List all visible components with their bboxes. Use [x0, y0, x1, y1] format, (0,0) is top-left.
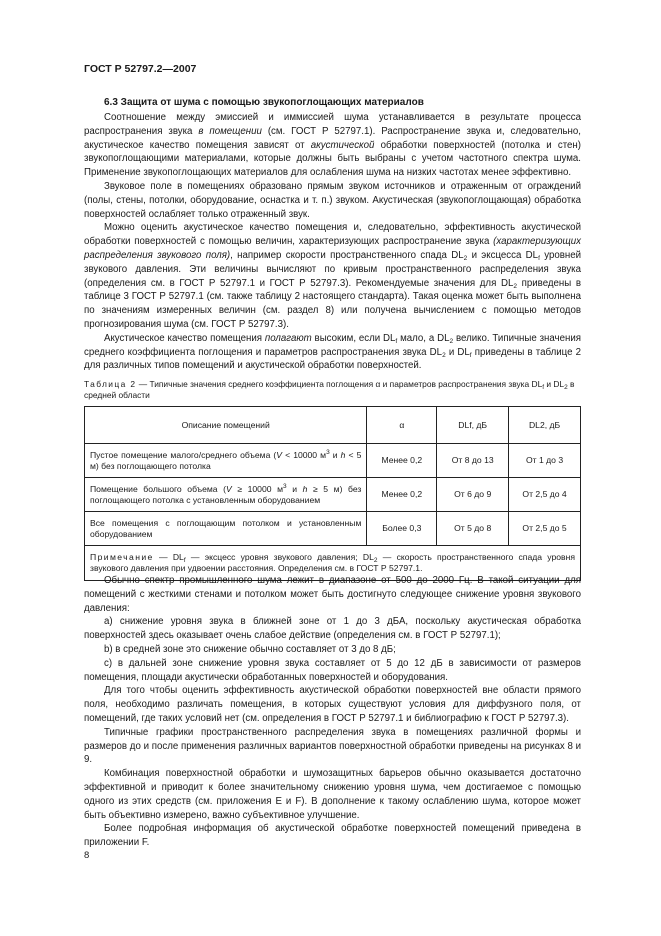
paragraph: Акустическое качество помещения полагают высоким, если $DL_f$ мало, а $DL_2$ велико. Типичные значения среднего коэффициента поглощения и параметров распространения звука $DL_2$ и $DL_f$ приведены в таблице 2 для различных типов помещений и акустической обработки поверхностей.: [84, 332, 581, 372]
table-cell-alpha: Менее 0,2: [367, 444, 437, 478]
paragraph: Соотношение между эмиссией и иммиссией шума устанавливается в результате процесса распространения звука в помещении (см. ГОСТ Р 52797.1). Распространение звука и, следовательно, акустическое качество помещения зависят от акустической обработки поверхностей (потолка и стен) звукопоглощающими материалами, которые должны быть выбраны с учетом частотного спектра шума. Применение звукопоглощающих материалов для ослабления шума на низких частотах менее эффективно.: [84, 112, 581, 179]
paragraph: Можно оценить акустическое качество помещения и, следовательно, эффективность акустической обработки поверхностей с помощью величин, характеризующих распространение звука (характеризующих распределения звукового поля), например скорости пространственного спада $DL_2$ и эксцесса $DL_f$ уровней звукового давления. Эти величины вычисляют по кривым пространственного распределения звука (определения см. в ГОСТ Р 52797.1 и ГОСТ Р 52797.3). Рекомендуемые значения для $DL_2$ приведены в таблице 3 ГОСТ Р 52797.1 (см. также таблицу 2 настоящего стандарта). Такая оценка может быть выполнена по значениям измеренных величин (см. раздел 8) или получена вычислением с помощью методов прогнозирования шума (см. ГОСТ Р 52797.3).: [84, 222, 582, 330]
table-cell-description: Все помещения с поглощающим потолком и установленным оборудованием: [85, 512, 367, 546]
table-caption: Таблица 2 — Типичные значения среднего коэффициента поглощения α и параметров распространения звука $DL_f$ и $DL_2$ в средней области: [84, 379, 575, 400]
paragraph: Типичные графики пространственного распределения звука в помещениях различной формы и размеров до и после применения различных вариантов поверхностной обработки приведены на рисунках 8 и 9.: [84, 726, 581, 766]
document-header: ГОСТ Р 52797.2—2007: [84, 63, 197, 75]
table-cell-dl2: От 2,5 до 4: [509, 478, 581, 512]
body-text-upper: [84, 111, 581, 373]
table-cell-description: Помещение большого объема (V ≥ 10000 $м^3$ и h ≥ 5 м) без поглощающего потолка с установленным оборудованием: [85, 478, 367, 512]
table-header-cell: DLf, дБ: [437, 407, 509, 444]
table-row: [85, 444, 581, 478]
table-cell-alpha: Менее 0,2: [367, 478, 437, 512]
paragraph: Более подробная информация об акустической обработке поверхностей помещений приведена в приложении F.: [84, 823, 581, 849]
paragraph: Для того чтобы оценить эффективность акустической обработки поверхностей вне области прямого поля, необходимо различать помещения, в которых существуют условия для диффузного поля, от помещений, где таких условий нет (см. определения в ГОСТ Р 52797.1 и библиографию к ГОСТ Р 52797.3).: [84, 685, 581, 724]
table-cell-description: Пустое помещение малого/среднего объема (V < 10000 $м^3$ и h < 5 м) без поглощающего потолка: [85, 444, 367, 478]
absorption-table: [84, 406, 581, 581]
table-cell-dlf: От 8 до 13: [437, 444, 509, 478]
table-note: Примечание — $DL_f$ — эксцесс уровня звукового давления; $DL_2$ — скорость пространственного спада уровня звукового давления при удвоении расстояния. Определения см. в ГОСТ Р 52797.1.: [85, 546, 581, 581]
list-item: b) в средней зоне это снижение обычно составляет от 3 до 8 дБ;: [104, 643, 396, 655]
paragraph: Звуковое поле в помещениях образовано прямым звуком источников и отраженным от ограждений (полы, стены, потолки, оборудование, оснастка и т. п.) звуком. Акустическая (звукопоглощающая) обработка поверхностей ослабляет только отраженный звук.: [84, 180, 581, 220]
table-cell-dlf: От 6 до 9: [437, 478, 509, 512]
list-item: a) снижение уровня звука в ближней зоне от 1 до 3 дБА, поскольку акустическая обработка поверхностей здесь оказывает очень слабое действие (определения см. в ГОСТ Р 52797.1);: [84, 616, 581, 642]
paragraph: Обычно спектр промышленного шума лежит в диапазоне от 500 до 2000 Гц. В такой ситуации для помещений с жесткими стенами и потолком может быть достигнуто следующее снижение уровня звукового давления:: [84, 575, 581, 614]
table-row: [85, 478, 581, 512]
table-header-cell: DL2, дБ: [509, 407, 581, 444]
table-header-cell: Описание помещений: [85, 407, 367, 444]
list-item: c) в дальней зоне снижение уровня звука составляет от 5 до 12 дБ в зависимости от размеров помещения, площади акустически обработанных поверхностей и оборудования.: [84, 657, 581, 683]
body-text-lower: [84, 574, 581, 850]
section-title: 6.3 Защита от шума с помощью звукопоглощающих материалов: [104, 97, 424, 108]
table-cell-dlf: От 5 до 8: [437, 512, 509, 546]
table-cell-alpha: Более 0,3: [367, 512, 437, 546]
table-row: [85, 512, 581, 546]
table-header-row: [85, 407, 581, 444]
page-number: 8: [84, 850, 90, 861]
table-cell-dl2: От 1 до 3: [509, 444, 581, 478]
table-cell-dl2: От 2,5 до 5: [509, 512, 581, 546]
paragraph: Комбинация поверхностной обработки и шумозащитных барьеров обычно оказывается достаточно эффективной и приводит к более значительному снижению уровня шума, чем достигаемое с помощью одного из этих средств (см. приложения E и F). В дополнение к такому ослаблению шума, которое может быть объективно измерено, важно субъективное улучшение.: [84, 768, 581, 821]
table-header-cell: α: [367, 407, 437, 444]
